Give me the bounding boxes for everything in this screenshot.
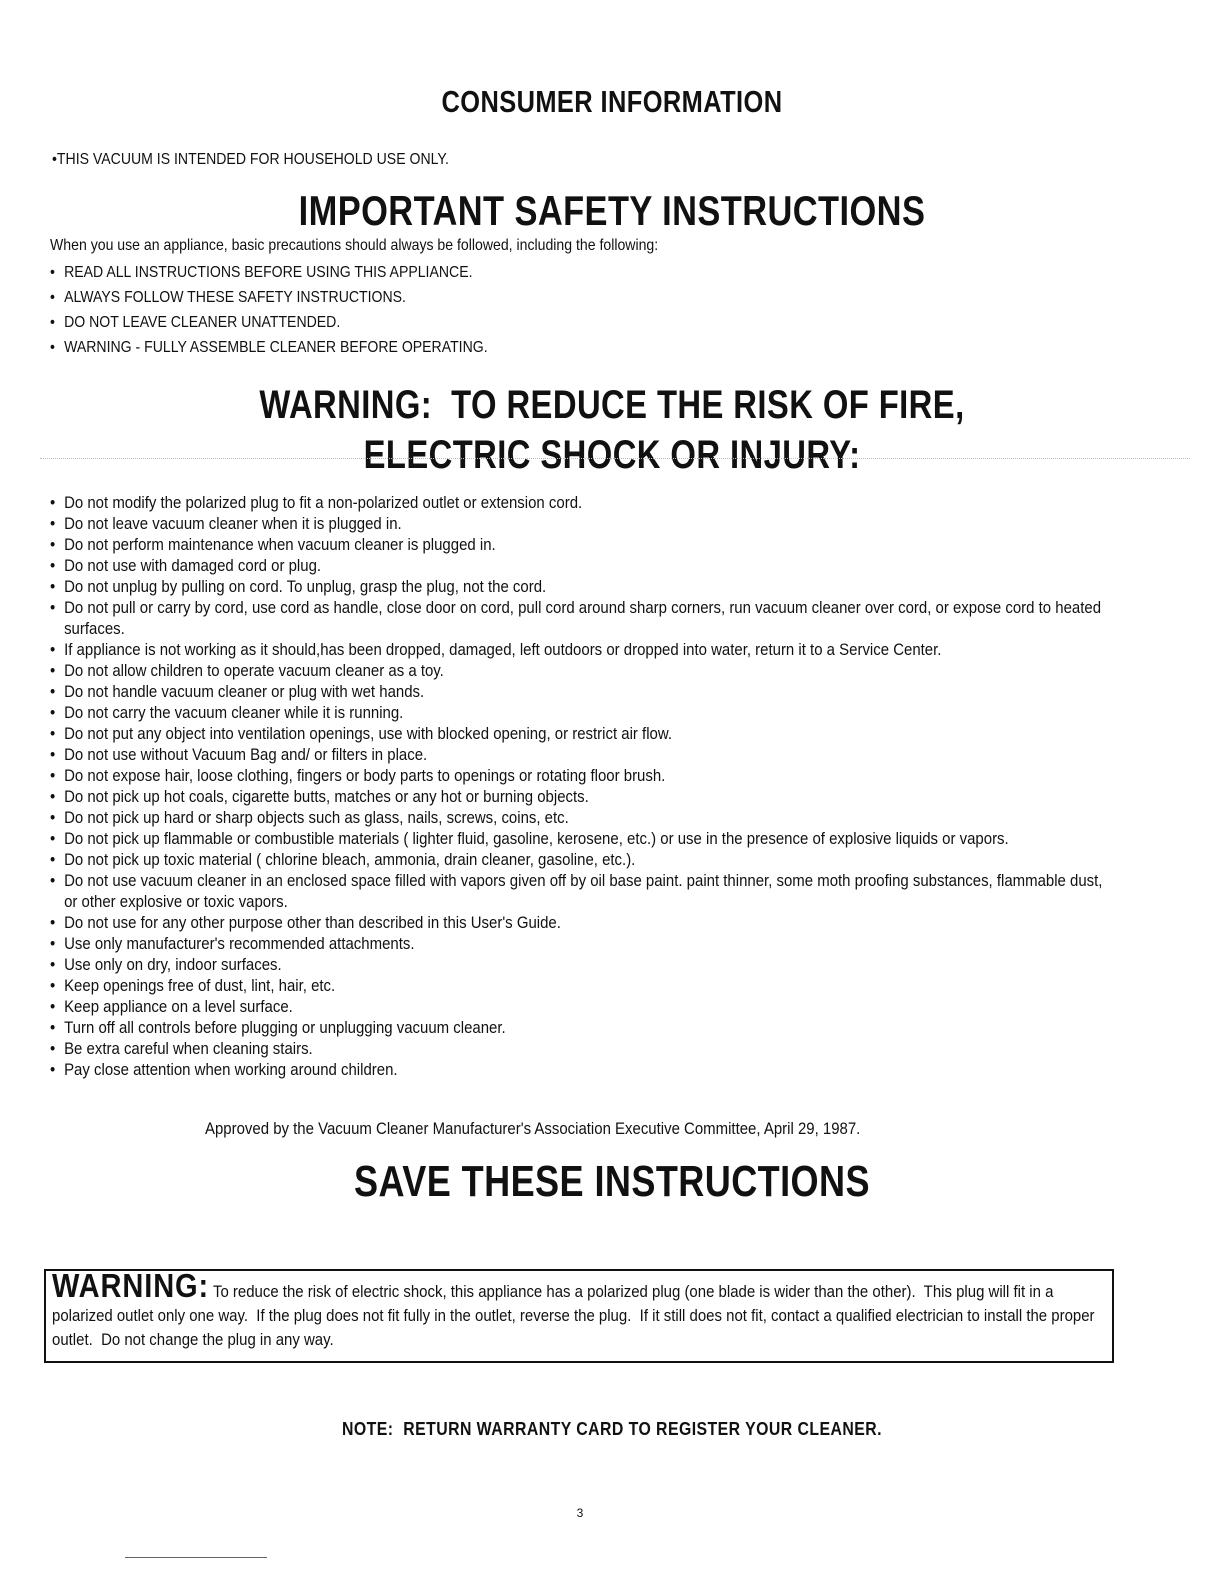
list-item xyxy=(50,744,1115,765)
footer-rule xyxy=(125,1557,267,1558)
bullet-icon: • xyxy=(50,577,56,596)
bullet-icon: • xyxy=(50,934,56,953)
list-item-text: Pay close attention when working around children. xyxy=(64,1060,398,1079)
list-item xyxy=(50,723,1115,744)
important-safety-heading: IMPORTANT SAFETY INSTRUCTIONS xyxy=(298,187,926,234)
bullet-icon: • xyxy=(50,1018,56,1037)
list-item-text: Keep openings free of dust, lint, hair, etc. xyxy=(64,976,336,995)
list-item xyxy=(50,870,1115,912)
list-item-text: Do not carry the vacuum cleaner while it is running. xyxy=(64,703,404,722)
bullet-icon: • xyxy=(50,997,56,1016)
bullet-icon: • xyxy=(50,955,56,974)
consumer-information-heading: CONSUMER INFORMATION xyxy=(441,84,783,119)
bullet-icon: • xyxy=(50,314,55,331)
bullet-icon: • xyxy=(50,514,56,533)
list-item-text: Use only on dry, indoor surfaces. xyxy=(64,955,282,974)
bullet-icon: • xyxy=(50,556,56,575)
list-item-text: Do not leave vacuum cleaner when it is plugged in. xyxy=(64,514,402,533)
warning-heading-line-1: WARNING: TO REDUCE THE RISK OF FIRE, xyxy=(259,383,965,427)
bullet-icon: • xyxy=(50,493,56,512)
list-item xyxy=(50,849,1115,870)
bullet-icon: • xyxy=(50,976,56,995)
list-item-text: Do not expose hair, loose clothing, fingers or body parts to openings or rotating floor brush. xyxy=(64,766,666,785)
list-item-text: Do not use for any other purpose other than described in this User's Guide. xyxy=(64,913,561,932)
list-item xyxy=(50,912,1115,933)
bullet-icon: • xyxy=(50,913,56,932)
list-item-text: Do not pick up toxic material ( chlorine bleach, ammonia, drain cleaner, gasoline, etc.). xyxy=(64,850,636,869)
basic-precautions-list xyxy=(50,260,488,360)
list-item xyxy=(50,702,1115,723)
list-item-text: Do not pick up flammable or combustible materials ( lighter fluid, gasoline, kerosene, etc.) or use in the presence of explosive liquids or vapors. xyxy=(64,829,1009,848)
list-item xyxy=(50,513,1115,534)
polarized-plug-warning xyxy=(52,1267,1108,1352)
bullet-icon: • xyxy=(50,808,56,827)
bullet-icon: • xyxy=(50,850,56,869)
bullet-icon: • xyxy=(50,640,56,659)
list-item-text: Do not pick up hard or sharp objects such as glass, nails, screws, coins, etc. xyxy=(64,808,569,827)
household-use-note xyxy=(52,151,449,169)
list-item-text: Do not use vacuum cleaner in an enclosed space filled with vapors given off by oil base paint. paint thinner, some moth proofing substances, flammable dust, or other explosive or toxic vapors. xyxy=(64,871,1103,911)
list-item-text: READ ALL INSTRUCTIONS BEFORE USING THIS APPLIANCE. xyxy=(64,264,473,281)
list-item-text: DO NOT LEAVE CLEANER UNATTENDED. xyxy=(64,314,341,331)
warning-text: To reduce the risk of electric shock, this appliance has a polarized plug (one blade is wider than the other). This plug will fit in a polarized outlet only one way. If the plug does not fit fully in the outlet, reverse the plug. If it still does not fit, contact a qualified electrician to install the proper outlet. Do not change the plug in any way. xyxy=(52,1282,1099,1349)
list-item xyxy=(50,996,1115,1017)
list-item xyxy=(50,681,1115,702)
warning-heading-line-2: ELECTRIC SHOCK OR INJURY: xyxy=(363,433,861,477)
bullet-icon: • xyxy=(50,787,56,806)
list-item xyxy=(50,1017,1115,1038)
list-item xyxy=(50,933,1115,954)
list-item xyxy=(50,828,1115,849)
bullet-icon: • xyxy=(52,151,57,168)
bullet-icon: • xyxy=(50,766,56,785)
list-item xyxy=(50,660,1115,681)
bullet-icon: • xyxy=(50,745,56,764)
list-item-text: Do not unplug by pulling on cord. To unplug, grasp the plug, not the cord. xyxy=(64,577,547,596)
precautions-intro: When you use an appliance, basic precautions should always be followed, including the following: xyxy=(50,237,659,254)
list-item-text: Be extra careful when cleaning stairs. xyxy=(64,1039,313,1058)
bullet-icon: • xyxy=(50,289,55,306)
list-item xyxy=(50,1038,1115,1059)
list-item-text: Do not use without Vacuum Bag and/ or filters in place. xyxy=(64,745,428,764)
bullet-icon: • xyxy=(50,682,56,701)
list-item-text: Do not pick up hot coals, cigarette butts, matches or any hot or burning objects. xyxy=(64,787,589,806)
bullet-icon: • xyxy=(50,535,56,554)
list-item-text: Do not use with damaged cord or plug. xyxy=(64,556,322,575)
list-item xyxy=(50,555,1115,576)
bullet-icon: • xyxy=(50,661,56,680)
safety-rules-list xyxy=(50,492,1115,1080)
list-item xyxy=(50,534,1115,555)
bullet-icon: • xyxy=(50,724,56,743)
list-item-text: Do not handle vacuum cleaner or plug with wet hands. xyxy=(64,682,425,701)
list-item xyxy=(50,807,1115,828)
list-item-text: If appliance is not working as it should,has been dropped, damaged, left outdoors or dropped into water, return it to a Service Center. xyxy=(64,640,942,659)
list-item xyxy=(50,576,1115,597)
bullet-icon: • xyxy=(50,264,55,281)
bullet-icon: • xyxy=(50,1039,56,1058)
list-item-text: Do not allow children to operate vacuum cleaner as a toy. xyxy=(64,661,444,680)
bullet-icon: • xyxy=(50,703,56,722)
bullet-icon: • xyxy=(50,598,56,617)
list-item xyxy=(50,639,1115,660)
list-item-text: Do not perform maintenance when vacuum cleaner is plugged in. xyxy=(64,535,496,554)
list-item xyxy=(50,260,488,285)
approval-note: Approved by the Vacuum Cleaner Manufacturer's Association Executive Committee, April 29, 1987. xyxy=(205,1119,861,1138)
page-number: 3 xyxy=(576,1506,584,1520)
list-item-text: WARNING - FULLY ASSEMBLE CLEANER BEFORE OPERATING. xyxy=(64,339,488,356)
list-item-text: Use only manufacturer's recommended attachments. xyxy=(64,934,415,953)
save-instructions-heading: SAVE THESE INSTRUCTIONS xyxy=(354,1157,870,1206)
list-item-text: ALWAYS FOLLOW THESE SAFETY INSTRUCTIONS. xyxy=(64,289,406,306)
list-item-text: Turn off all controls before plugging or unplugging vacuum cleaner. xyxy=(64,1018,506,1037)
divider xyxy=(40,458,1190,459)
bullet-icon: • xyxy=(50,829,56,848)
list-item xyxy=(50,597,1115,639)
list-item-text: Do not pull or carry by cord, use cord as handle, close door on cord, pull cord around sharp corners, run vacuum cleaner over cord, or expose cord to heated surfaces. xyxy=(64,598,1102,638)
list-item xyxy=(50,954,1115,975)
list-item xyxy=(50,786,1115,807)
warranty-note: NOTE: RETURN WARRANTY CARD TO REGISTER YOUR CLEANER. xyxy=(342,1419,882,1439)
list-item-text: Keep appliance on a level surface. xyxy=(64,997,293,1016)
list-item xyxy=(50,975,1115,996)
household-use-text: THIS VACUUM IS INTENDED FOR HOUSEHOLD USE ONLY. xyxy=(56,151,449,168)
list-item xyxy=(50,335,488,360)
bullet-icon: • xyxy=(50,871,56,890)
list-item xyxy=(50,310,488,335)
bullet-icon: • xyxy=(50,1060,56,1079)
warning-risk-heading xyxy=(110,380,1114,480)
list-item xyxy=(50,492,1115,513)
bullet-icon: • xyxy=(50,339,55,356)
list-item xyxy=(50,285,488,310)
warning-label: WARNING: xyxy=(52,1267,210,1304)
list-item xyxy=(50,765,1115,786)
list-item xyxy=(50,1059,1115,1080)
list-item-text: Do not put any object into ventilation openings, use with blocked opening, or restrict air flow. xyxy=(64,724,672,743)
list-item-text: Do not modify the polarized plug to fit a non-polarized outlet or extension cord. xyxy=(64,493,583,512)
